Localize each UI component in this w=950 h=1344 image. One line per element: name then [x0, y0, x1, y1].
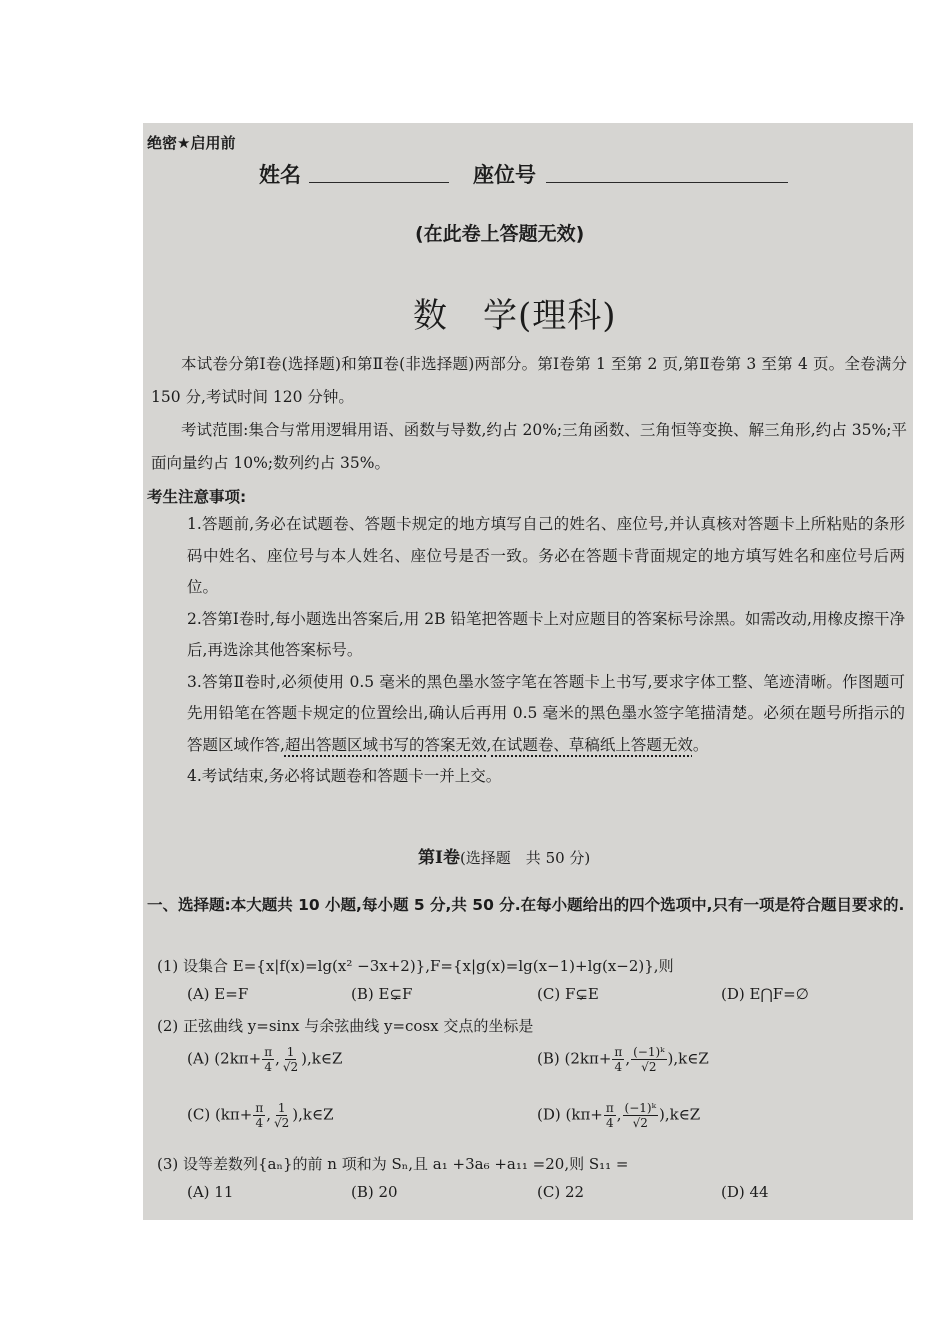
q3-stem: (3) 设等差数列{aₙ}的前 n 项和为 Sₙ,且 a₁ +3a₆ +a₁₁ =20,则 S₁₁ =	[157, 1155, 629, 1173]
one-over-sqrt2	[281, 1045, 300, 1074]
notice-item-3-emphasis-1: 超出答题区域书写的答案无效	[284, 735, 487, 754]
q2-c-tail: ),k∈Z	[292, 1105, 334, 1124]
name-label: 姓名	[259, 163, 301, 187]
q2-b-tail: ),k∈Z	[667, 1049, 709, 1068]
q2-c-prefix: (C) (kπ+	[187, 1105, 253, 1124]
comma: ,	[266, 1105, 271, 1124]
frac-num: 1	[286, 1045, 295, 1059]
section-instruction-text: 一、选择题:本大题共 10 小题,每小题 5 分,共 50 分.在每小题给出的四个选项中,只有一项是符合题目要求的.	[147, 896, 905, 914]
q1-option-c: (C) F⊊E	[537, 985, 599, 1003]
frac-num: π	[605, 1101, 614, 1115]
frac-num: 1	[277, 1101, 286, 1115]
notice-item-3-comma: ,	[486, 735, 492, 754]
pi-over-4	[604, 1101, 616, 1130]
frac-den: √2	[274, 1116, 290, 1130]
intro-paragraph-1: 本试卷分第Ⅰ卷(选择题)和第Ⅱ卷(非选择题)两部分。第Ⅰ卷第 1 至第 2 页,第Ⅱ卷第 3 至第 4 页。全卷满分 150 分,考试时间 120 分钟。	[151, 355, 907, 406]
notice-item-3-text: 3.答第Ⅱ卷时,必须使用 0.5 毫米的黑色墨水签字笔在答题卡上书写,要求字体工整、笔迹清晰。作图题可先用铅笔在答题卡规定的位置绘出,确认后再用 0.5 毫米的黑色墨水签字笔描清楚。必须在题号所指示的答题区域作答,	[187, 672, 905, 754]
notice-item-3	[187, 667, 905, 762]
section-instruction	[147, 889, 905, 921]
pi-over-4	[253, 1101, 265, 1130]
frac-num: π	[255, 1101, 264, 1115]
q2-option-c	[187, 1101, 334, 1130]
frac-num: π	[264, 1045, 273, 1059]
pi-over-4	[262, 1045, 274, 1074]
q1-option-a: (A) E=F	[187, 985, 249, 1003]
neg1k-over-sqrt2	[631, 1045, 666, 1074]
q2-option-b	[537, 1045, 709, 1074]
seat-label: 座位号	[473, 163, 536, 187]
notice-list	[187, 509, 905, 793]
q2-a-prefix: (A) (2kπ+	[187, 1049, 262, 1068]
confidential-label: 绝密★启用前	[147, 134, 236, 152]
q3-option-a: (A) 11	[187, 1183, 234, 1201]
q3-option-b: (B) 20	[351, 1183, 398, 1201]
q2-a-tail: ),k∈Z	[301, 1049, 343, 1068]
comma: ,	[616, 1105, 622, 1124]
notice-item-2: 2.答第Ⅰ卷时,每小题选出答案后,用 2B 铅笔把答题卡上对应题目的答案标号涂黑。如需改动,用橡皮擦干净后,再选涂其他答案标号。	[187, 609, 905, 659]
pi-over-4	[612, 1045, 624, 1074]
q2-d-prefix: (D) (kπ+	[537, 1105, 603, 1124]
q2-option-a	[187, 1045, 342, 1074]
frac-den: 4	[264, 1060, 272, 1074]
frac-den: 4	[606, 1116, 614, 1130]
notice-item-4: 4.考试结束,务必将试题卷和答题卡一并上交。	[187, 767, 502, 785]
notice-item-3-emphasis-2: 在试题卷、草稿纸上答题无效	[491, 735, 693, 754]
frac-den: 4	[255, 1116, 264, 1130]
section-title	[418, 843, 590, 868]
frac-den: 4	[614, 1060, 623, 1074]
q1-option-d: (D) E⋂F=∅	[721, 985, 809, 1003]
comma: ,	[625, 1049, 631, 1068]
notice-item-1: 1.答题前,务必在试题卷、答题卡规定的地方填写自己的姓名、座位号,并认真核对答题卡上所粘贴的条形码中姓名、座位号与本人姓名、座位号是否一致。务必在答题卡背面规定的地方填写姓名和座位号后两位。	[187, 515, 905, 596]
frac-den: √2	[632, 1116, 648, 1130]
frac-num: π	[614, 1045, 623, 1059]
section-name: 第Ⅰ卷	[418, 848, 460, 868]
notice-item-3-period: 。	[692, 735, 709, 754]
neg1k-over-sqrt2	[623, 1101, 658, 1130]
frac-den: √2	[282, 1060, 299, 1074]
seat-blank	[546, 159, 788, 183]
name-blank	[309, 159, 449, 183]
q2-b-prefix: (B) (2kπ+	[537, 1049, 612, 1068]
q1-stem: (1) 设集合 E={x|f(x)=lg(x² −3x+2)},F={x|g(x)=lg(x−1)+lg(x−2)},则	[157, 957, 674, 975]
one-over-sqrt2	[272, 1101, 291, 1130]
comma: ,	[275, 1049, 280, 1068]
frac-num: (−1)ᵏ	[633, 1045, 665, 1059]
intro	[151, 348, 907, 480]
exam-paper	[143, 123, 913, 1220]
q3-option-c: (C) 22	[537, 1183, 585, 1201]
q1-option-b: (B) E⊊F	[351, 985, 413, 1003]
intro-paragraph-2: 考试范围:集合与常用逻辑用语、函数与导数,约占 20%;三角函数、三角恒等变换、解三角形,约占 35%;平面向量约占 10%;数列约占 35%。	[151, 421, 907, 472]
frac-den: √2	[641, 1060, 657, 1074]
frac-num: (−1)ᵏ	[624, 1101, 656, 1115]
q2-d-tail: ),k∈Z	[658, 1105, 701, 1124]
invalid-note: (在此卷上答题无效)	[415, 223, 585, 245]
exam-title: 数 学(理科)	[413, 296, 617, 336]
section-subtitle: (选择题 共 50 分)	[459, 849, 591, 867]
q3-option-d: (D) 44	[721, 1183, 769, 1201]
q2-option-d	[537, 1101, 700, 1130]
notice-heading: 考生注意事项:	[147, 488, 247, 506]
q2-stem: (2) 正弦曲线 y=sinx 与余弦曲线 y=cosx 交点的坐标是	[157, 1017, 534, 1035]
